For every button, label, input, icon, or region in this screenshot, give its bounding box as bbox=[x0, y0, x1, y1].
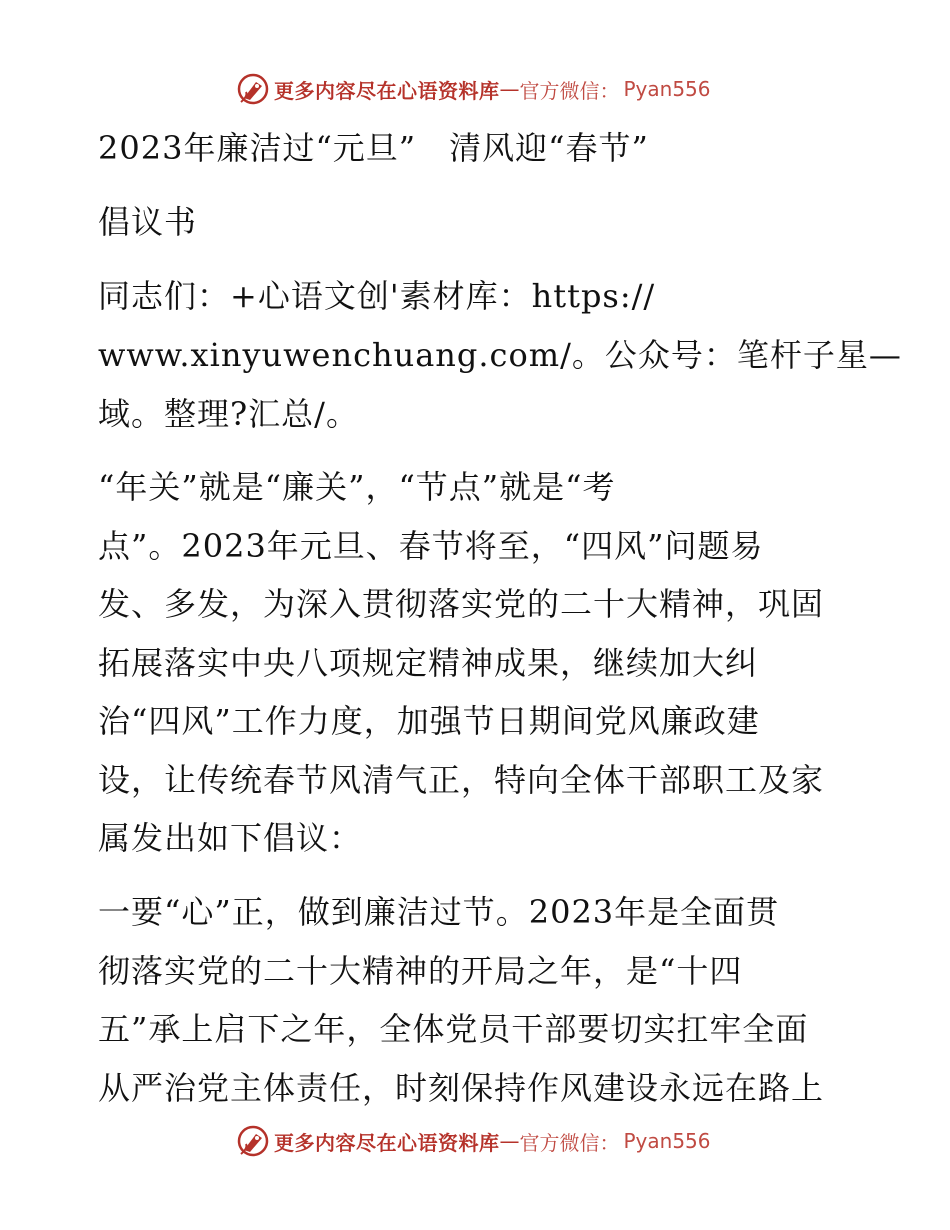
watermark-official: 官方微信： bbox=[519, 1130, 620, 1155]
doc-subtitle: 倡议书 bbox=[98, 203, 198, 241]
watermark-dash: — bbox=[499, 77, 520, 101]
watermark-banner-bottom bbox=[236, 1124, 711, 1158]
doc-line: 拓展落实中央八项规定精神成果，继续加大纠 bbox=[98, 644, 759, 682]
pen-nib-logo-icon bbox=[236, 72, 270, 106]
watermark-text: 更多内容尽在心语资料库 bbox=[274, 78, 500, 103]
watermark-dash: — bbox=[499, 1129, 520, 1153]
doc-line: 治“四风”工作力度，加强节日期间党风廉政建 bbox=[98, 702, 760, 740]
doc-line: 同志们：+心语文创'素材库：https:// bbox=[98, 277, 656, 315]
doc-line: 彻落实党的二十大精神的开局之年，是“十四 bbox=[98, 952, 743, 990]
doc-line: 发、多发，为深入贯彻落实党的二十大精神，巩固 bbox=[98, 585, 825, 623]
doc-line: 点”。2023年元旦、春节将至，“四风”问题易 bbox=[98, 527, 764, 565]
watermark-official: 官方微信： bbox=[519, 78, 620, 103]
doc-line: 设，让传统春节风清气正，特向全体干部职工及家 bbox=[98, 761, 825, 799]
doc-line: www.xinyuwenchuang.com/。公众号：笔杆子星— bbox=[98, 336, 902, 374]
doc-line: 属发出如下倡议： bbox=[98, 819, 363, 857]
doc-line: 从严治党主体责任，时刻保持作风建设永远在路上 bbox=[98, 1069, 825, 1107]
watermark-banner-top bbox=[236, 72, 711, 106]
doc-line: 域。整理?汇总/。 bbox=[98, 395, 359, 433]
pen-nib-logo-icon bbox=[236, 1124, 270, 1158]
doc-line: 一要“心”正，做到廉洁过节。2023年是全面贯 bbox=[98, 893, 780, 931]
doc-line: 五”承上启下之年，全体党员干部要切实扛牢全面 bbox=[98, 1010, 809, 1048]
doc-line: “年关”就是“廉关”，“节点”就是“考 bbox=[98, 468, 616, 506]
doc-title: 2023年廉洁过“元旦” 清风迎“春节” bbox=[98, 129, 649, 167]
watermark-account: Pyan556 bbox=[623, 1129, 711, 1153]
watermark-text: 更多内容尽在心语资料库 bbox=[274, 1130, 500, 1155]
watermark-account: Pyan556 bbox=[623, 77, 711, 101]
